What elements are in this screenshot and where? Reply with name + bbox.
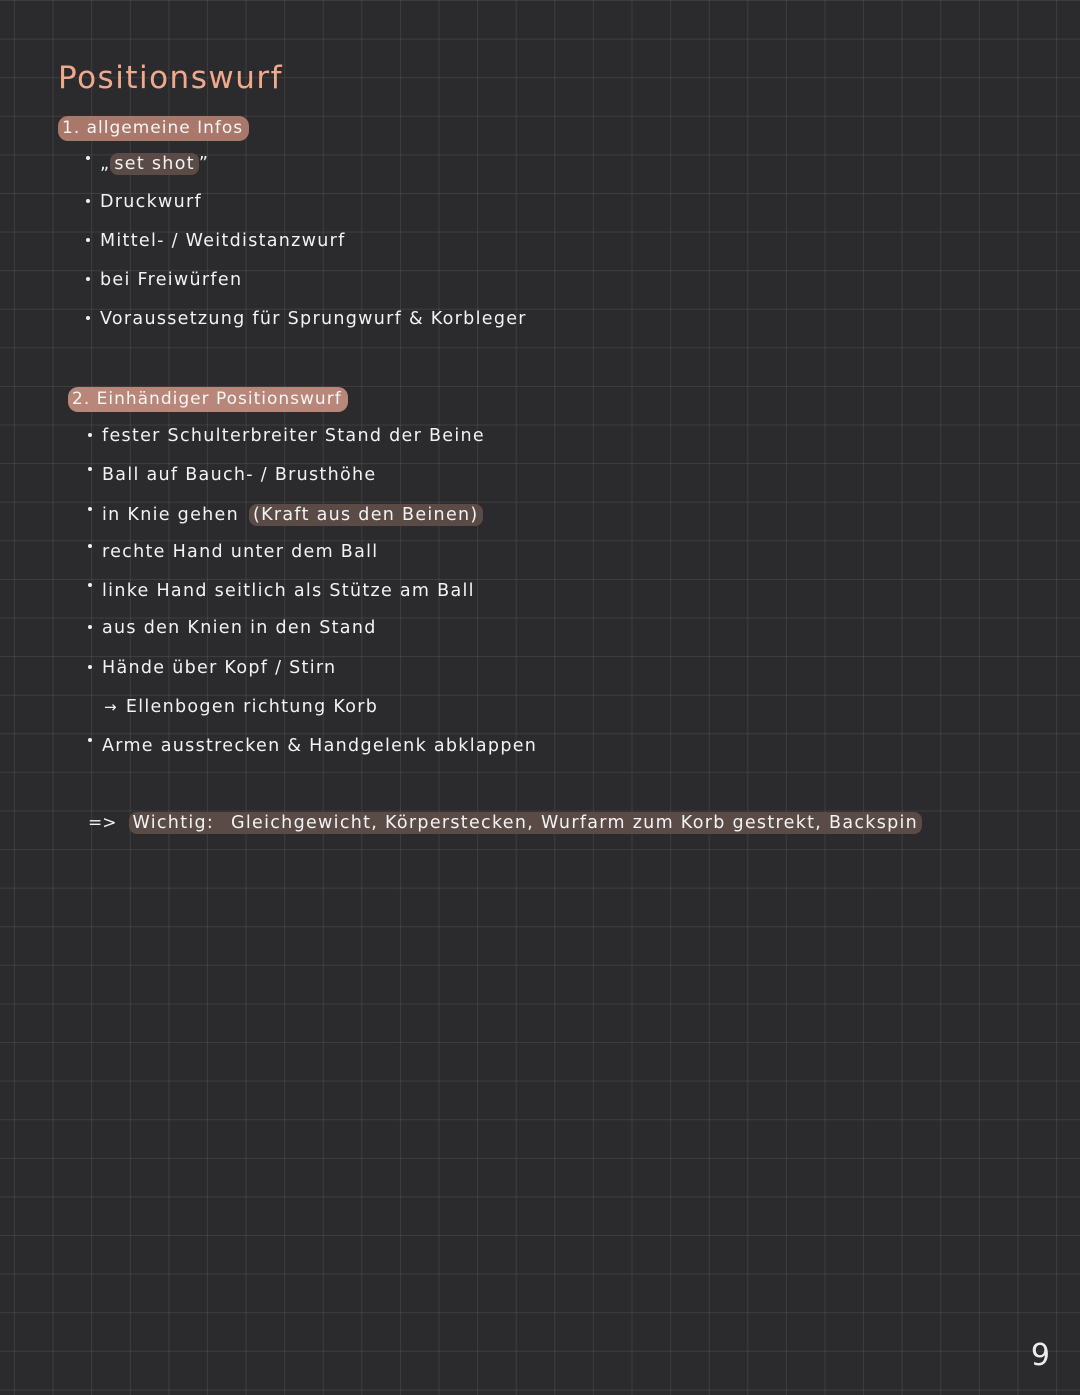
list-item [86, 192, 202, 212]
section-heading-one-handed: 2. Einhändiger Positionswurf [68, 387, 348, 412]
list-item-text: Druckwurf [100, 192, 202, 212]
page-number: 9 [1030, 1338, 1050, 1373]
list-item [88, 504, 483, 526]
list-item-text: in Knie gehen [102, 505, 239, 525]
bullet-icon [88, 467, 92, 471]
list-item [88, 465, 376, 485]
list-item [88, 542, 378, 562]
bullet-icon [88, 583, 92, 587]
list-item-text: Ball auf Bauch- / Brusthöhe [102, 465, 377, 485]
implies-icon: => [88, 813, 117, 833]
important-text: Gleichgewicht, Körperstecken, Wurfarm zum Korb gestrekt, Backspin [231, 813, 919, 833]
bullet-icon [88, 625, 92, 629]
list-item-text: bei Freiwürfen [100, 270, 243, 290]
list-item [88, 426, 485, 446]
list-item-text: fester Schulterbreiter Stand der Beine [102, 426, 485, 446]
bullet-icon [86, 316, 90, 320]
important-note [88, 812, 922, 834]
list-item [88, 581, 475, 601]
bullet-icon [88, 544, 92, 548]
list-item [88, 736, 537, 756]
list-item-text: linke Hand seitlich als Stütze am Ball [102, 581, 475, 601]
bullet-icon [88, 433, 92, 437]
list-item [88, 618, 377, 638]
bullet-icon [86, 156, 90, 160]
important-highlight [129, 812, 923, 834]
bullet-icon [88, 665, 92, 669]
quote-close: ” [198, 154, 210, 174]
list-item-text: Arme ausstrecken & Handgelenk abklappen [102, 736, 538, 756]
bullet-icon [86, 199, 90, 203]
list-item [86, 153, 209, 175]
arrow-right-icon: → [104, 698, 118, 716]
set-shot-text: set shot [110, 153, 199, 175]
quote-open: „ [100, 154, 111, 174]
section-heading-general-info: 1. allgemeine Infos [58, 116, 249, 141]
bullet-icon [86, 238, 90, 242]
bullet-icon [88, 738, 92, 742]
bullet-icon [86, 277, 90, 281]
list-item-highlight: (Kraft aus den Beinen) [249, 504, 483, 526]
list-item [88, 658, 336, 678]
list-item-text: Ellenbogen richtung Korb [125, 697, 379, 717]
list-item-sub [104, 697, 378, 717]
list-item-text: rechte Hand unter dem Ball [102, 542, 379, 562]
list-item-text: Hände über Kopf / Stirn [102, 658, 337, 678]
bullet-icon [88, 507, 92, 511]
list-item [86, 309, 527, 329]
list-item [86, 270, 242, 290]
list-item-text: aus den Knien in den Stand [102, 618, 377, 638]
list-item-text: Voraussetzung für Sprungwurf & Korbleger [100, 309, 527, 329]
list-item [86, 231, 346, 251]
list-item-text: Mittel- / Weitdistanzwurf [100, 231, 346, 251]
important-label: Wichtig: [132, 813, 215, 833]
page-title: Positionswurf [58, 60, 284, 96]
